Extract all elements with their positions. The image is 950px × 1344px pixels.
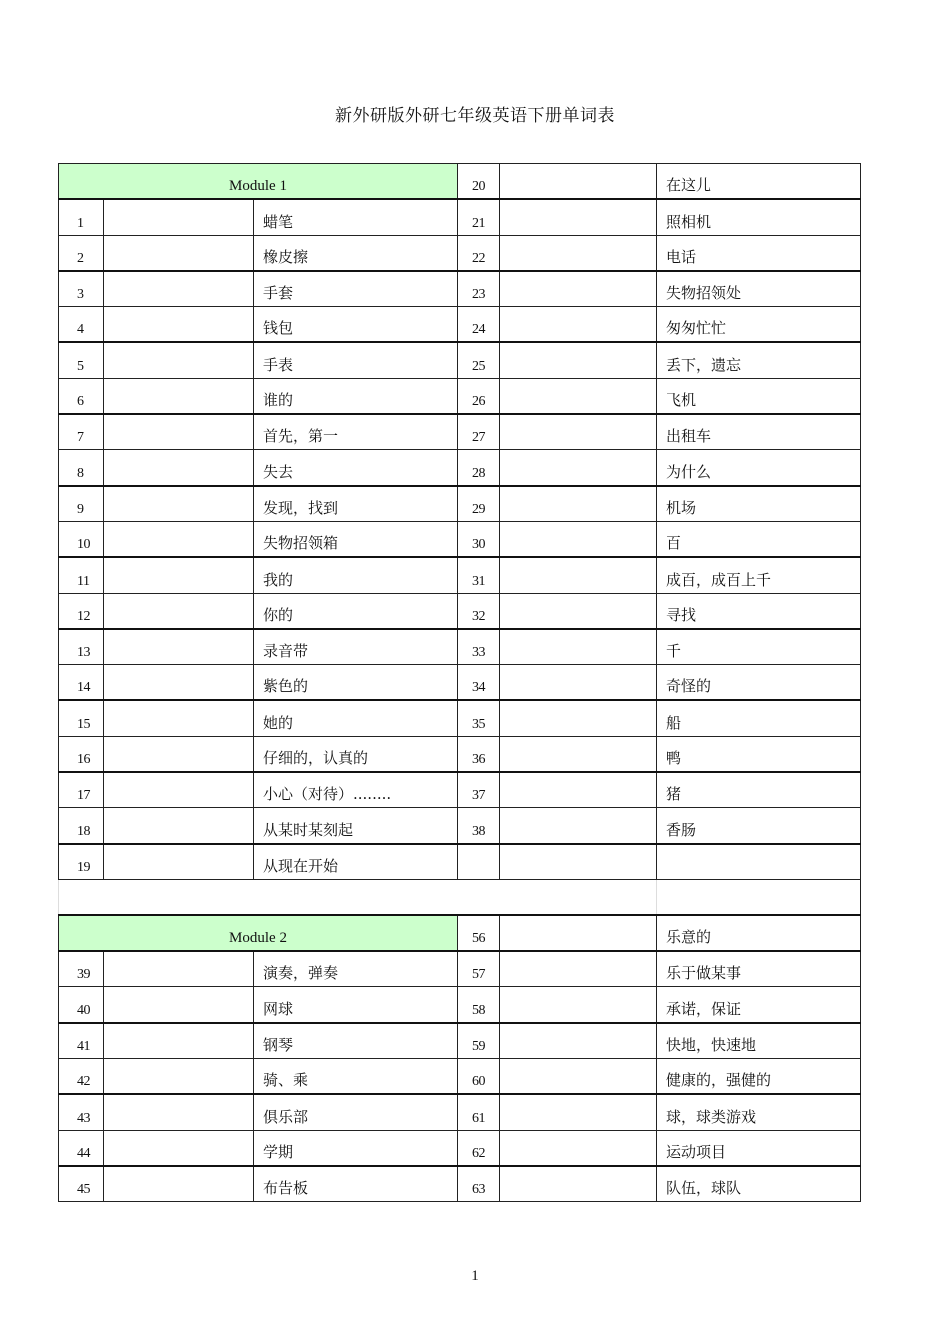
word-meaning: 布告板 <box>254 1166 458 1202</box>
word-blank <box>500 1058 657 1094</box>
word-blank <box>500 808 657 844</box>
word-number: 60 <box>458 1058 500 1094</box>
word-blank <box>104 951 254 987</box>
word-meaning: 承诺，保证 <box>657 987 861 1023</box>
table-row <box>59 987 861 1023</box>
word-meaning: 谁的 <box>254 378 458 414</box>
word-blank <box>500 235 657 271</box>
word-meaning: 钱包 <box>254 307 458 343</box>
word-blank <box>500 199 657 235</box>
spacer-cell <box>657 879 861 915</box>
table-row <box>59 808 861 844</box>
word-meaning: 乐于做某事 <box>657 951 861 987</box>
table-row <box>59 593 861 629</box>
word-meaning: 仔细的，认真的 <box>254 736 458 772</box>
word-blank <box>500 342 657 378</box>
table-row <box>59 414 861 450</box>
word-number: 25 <box>458 342 500 378</box>
word-meaning: 手套 <box>254 271 458 307</box>
table-row <box>59 521 861 557</box>
word-blank <box>500 736 657 772</box>
word-blank <box>500 378 657 414</box>
word-blank <box>500 772 657 808</box>
word-number: 30 <box>458 521 500 557</box>
word-blank <box>104 235 254 271</box>
table-row <box>59 1058 861 1094</box>
word-number: 61 <box>458 1094 500 1130</box>
word-number: 38 <box>458 808 500 844</box>
word-number: 37 <box>458 772 500 808</box>
word-meaning: 在这儿 <box>657 164 861 200</box>
word-blank <box>500 915 657 951</box>
word-blank <box>500 450 657 486</box>
word-meaning: 学期 <box>254 1130 458 1166</box>
word-meaning: 从现在开始 <box>254 844 458 880</box>
word-meaning: 照相机 <box>657 199 861 235</box>
word-blank <box>104 1166 254 1202</box>
word-blank <box>500 557 657 593</box>
word-meaning: 失物招领处 <box>657 271 861 307</box>
word-number: 41 <box>59 1023 104 1059</box>
word-blank <box>500 665 657 701</box>
table-row <box>59 199 861 235</box>
spacer-cell <box>59 879 657 915</box>
word-blank <box>104 307 254 343</box>
table-row <box>59 307 861 343</box>
word-meaning: 船 <box>657 700 861 736</box>
word-blank <box>500 1094 657 1130</box>
table-row <box>59 772 861 808</box>
word-number: 36 <box>458 736 500 772</box>
module-header-row <box>59 915 861 951</box>
word-number: 57 <box>458 951 500 987</box>
word-meaning: 出租车 <box>657 414 861 450</box>
word-blank <box>500 844 657 880</box>
word-blank <box>104 557 254 593</box>
word-number: 15 <box>59 700 104 736</box>
word-blank <box>104 271 254 307</box>
word-blank <box>500 1166 657 1202</box>
word-number: 9 <box>59 486 104 522</box>
word-number: 24 <box>458 307 500 343</box>
word-meaning: 千 <box>657 629 861 665</box>
table-row <box>59 1094 861 1130</box>
word-meaning: 机场 <box>657 486 861 522</box>
word-blank <box>500 629 657 665</box>
table-row <box>59 1166 861 1202</box>
word-meaning: 球，球类游戏 <box>657 1094 861 1130</box>
word-meaning: 俱乐部 <box>254 1094 458 1130</box>
word-meaning: 录音带 <box>254 629 458 665</box>
word-meaning: 骑、乘 <box>254 1058 458 1094</box>
word-number: 63 <box>458 1166 500 1202</box>
word-meaning <box>657 844 861 880</box>
word-blank <box>500 700 657 736</box>
word-meaning: 橡皮擦 <box>254 235 458 271</box>
word-meaning: 飞机 <box>657 378 861 414</box>
word-meaning: 首先，第一 <box>254 414 458 450</box>
module-header-row <box>59 164 861 200</box>
word-blank <box>104 1094 254 1130</box>
word-blank <box>104 844 254 880</box>
table-row <box>59 378 861 414</box>
word-number: 18 <box>59 808 104 844</box>
table-row <box>59 271 861 307</box>
table-row <box>59 342 861 378</box>
word-blank <box>104 199 254 235</box>
word-number: 56 <box>458 915 500 951</box>
word-meaning: 香肠 <box>657 808 861 844</box>
word-number: 14 <box>59 665 104 701</box>
table-row <box>59 665 861 701</box>
word-meaning: 寻找 <box>657 593 861 629</box>
word-meaning: 从某时某刻起 <box>254 808 458 844</box>
word-number: 35 <box>458 700 500 736</box>
word-number <box>458 844 500 880</box>
word-number: 29 <box>458 486 500 522</box>
table-row <box>59 557 861 593</box>
word-number: 31 <box>458 557 500 593</box>
word-number: 22 <box>458 235 500 271</box>
word-number: 12 <box>59 593 104 629</box>
word-blank <box>104 486 254 522</box>
word-meaning: 她的 <box>254 700 458 736</box>
module-spacer-row <box>59 879 861 915</box>
word-blank <box>104 629 254 665</box>
table-row <box>59 844 861 880</box>
word-blank <box>104 1058 254 1094</box>
word-blank <box>500 307 657 343</box>
table-row <box>59 1130 861 1166</box>
word-meaning: 紫色的 <box>254 665 458 701</box>
word-number: 3 <box>59 271 104 307</box>
word-meaning: 手表 <box>254 342 458 378</box>
word-number: 59 <box>458 1023 500 1059</box>
word-blank <box>500 1130 657 1166</box>
word-meaning: 钢琴 <box>254 1023 458 1059</box>
word-meaning: 电话 <box>657 235 861 271</box>
word-blank <box>104 342 254 378</box>
word-blank <box>104 772 254 808</box>
word-blank <box>500 521 657 557</box>
table-row <box>59 951 861 987</box>
word-blank <box>500 1023 657 1059</box>
word-meaning: 小心（对待）........ <box>254 772 458 808</box>
word-number: 1 <box>59 199 104 235</box>
word-number: 23 <box>458 271 500 307</box>
word-number: 26 <box>458 378 500 414</box>
word-number: 6 <box>59 378 104 414</box>
word-blank <box>500 164 657 200</box>
word-blank <box>104 521 254 557</box>
table-row <box>59 629 861 665</box>
word-number: 27 <box>458 414 500 450</box>
word-number: 8 <box>59 450 104 486</box>
word-meaning: 成百，成百上千 <box>657 557 861 593</box>
word-blank <box>500 414 657 450</box>
word-blank <box>104 1130 254 1166</box>
table-row <box>59 736 861 772</box>
document-title: 新外研版外研七年级英语下册单词表 <box>335 106 615 126</box>
word-number: 62 <box>458 1130 500 1166</box>
word-number: 11 <box>59 557 104 593</box>
word-number: 33 <box>458 629 500 665</box>
word-number: 4 <box>59 307 104 343</box>
word-blank <box>104 414 254 450</box>
word-blank <box>500 987 657 1023</box>
word-blank <box>104 700 254 736</box>
page-number: 1 <box>471 1268 479 1284</box>
word-meaning: 匆匆忙忙 <box>657 307 861 343</box>
word-number: 40 <box>59 987 104 1023</box>
word-meaning: 丢下，遗忘 <box>657 342 861 378</box>
word-blank <box>500 593 657 629</box>
word-blank <box>104 378 254 414</box>
word-meaning: 鸭 <box>657 736 861 772</box>
word-number: 42 <box>59 1058 104 1094</box>
word-number: 10 <box>59 521 104 557</box>
word-number: 58 <box>458 987 500 1023</box>
word-blank <box>104 593 254 629</box>
word-meaning: 失去 <box>254 450 458 486</box>
word-number: 44 <box>59 1130 104 1166</box>
word-meaning: 运动项目 <box>657 1130 861 1166</box>
word-blank <box>500 951 657 987</box>
word-meaning: 演奏，弹奏 <box>254 951 458 987</box>
word-number: 39 <box>59 951 104 987</box>
vocabulary-table <box>58 163 861 1202</box>
word-meaning: 队伍，球队 <box>657 1166 861 1202</box>
word-blank <box>104 736 254 772</box>
word-meaning: 猪 <box>657 772 861 808</box>
word-meaning: 奇怪的 <box>657 665 861 701</box>
word-meaning: 健康的，强健的 <box>657 1058 861 1094</box>
word-meaning: 我的 <box>254 557 458 593</box>
word-blank <box>500 271 657 307</box>
word-meaning: 百 <box>657 521 861 557</box>
word-meaning: 快地，快速地 <box>657 1023 861 1059</box>
table-row <box>59 235 861 271</box>
word-number: 17 <box>59 772 104 808</box>
word-number: 19 <box>59 844 104 880</box>
word-meaning: 网球 <box>254 987 458 1023</box>
word-meaning: 乐意的 <box>657 915 861 951</box>
word-number: 34 <box>458 665 500 701</box>
word-number: 7 <box>59 414 104 450</box>
table-row <box>59 450 861 486</box>
word-number: 16 <box>59 736 104 772</box>
word-meaning: 失物招领箱 <box>254 521 458 557</box>
word-number: 43 <box>59 1094 104 1130</box>
word-blank <box>104 1023 254 1059</box>
table-row <box>59 700 861 736</box>
word-blank <box>104 808 254 844</box>
word-blank <box>104 665 254 701</box>
table-row <box>59 1023 861 1059</box>
word-number: 5 <box>59 342 104 378</box>
word-blank <box>104 987 254 1023</box>
word-number: 21 <box>458 199 500 235</box>
module-header: Module 1 <box>59 164 458 200</box>
table-row <box>59 486 861 522</box>
module-header: Module 2 <box>59 915 458 951</box>
word-blank <box>104 450 254 486</box>
word-blank <box>500 486 657 522</box>
word-meaning: 发现，找到 <box>254 486 458 522</box>
word-number: 2 <box>59 235 104 271</box>
word-number: 13 <box>59 629 104 665</box>
word-meaning: 为什么 <box>657 450 861 486</box>
word-meaning: 你的 <box>254 593 458 629</box>
word-meaning: 蜡笔 <box>254 199 458 235</box>
word-number: 20 <box>458 164 500 200</box>
word-number: 28 <box>458 450 500 486</box>
word-number: 45 <box>59 1166 104 1202</box>
word-number: 32 <box>458 593 500 629</box>
